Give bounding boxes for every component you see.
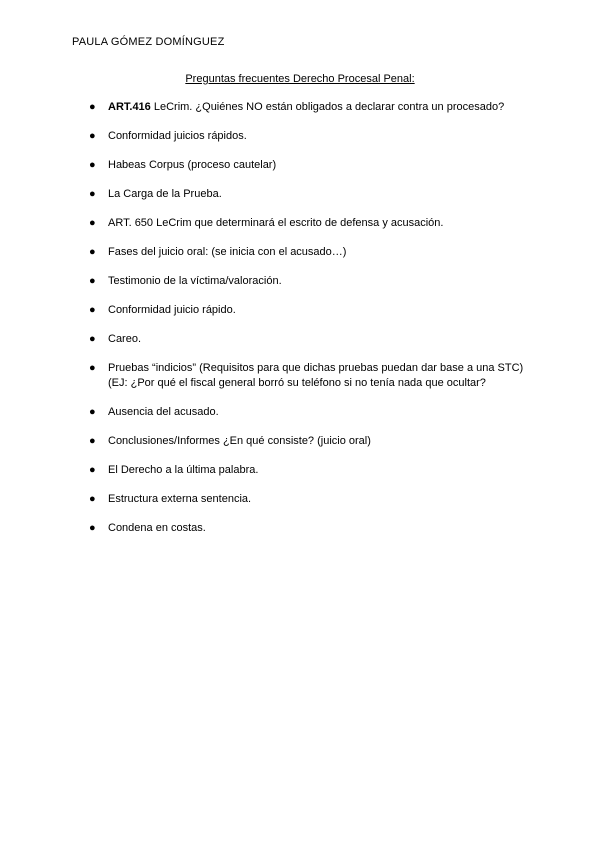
- bullet-icon: ●: [89, 275, 96, 287]
- item-text: Condena en costas.: [108, 522, 206, 534]
- bullet-icon: ●: [89, 435, 96, 447]
- item-text: El Derecho a la última palabra.: [108, 464, 259, 476]
- bullet-icon: ●: [89, 246, 96, 258]
- document-title: Preguntas frecuentes Derecho Procesal Penal:: [185, 73, 415, 85]
- item-text: Conclusiones/Informes ¿En qué consiste? (juicio oral): [108, 435, 371, 447]
- list-item: [88, 332, 528, 347]
- item-text: Estructura externa sentencia.: [108, 493, 252, 505]
- list-item: [88, 434, 528, 449]
- bullet-icon: ●: [89, 101, 96, 113]
- item-text: La Carga de la Prueba.: [108, 188, 222, 200]
- author-name: PAULA GÓMEZ DOMÍNGUEZ: [72, 36, 225, 48]
- list-item: [88, 129, 528, 144]
- item-text: Ausencia del acusado.: [108, 406, 219, 418]
- bullet-icon: ●: [89, 130, 96, 142]
- item-text: Fases del juicio oral: (se inicia con el acusado…): [108, 246, 347, 258]
- list-item: [88, 521, 528, 536]
- bullet-icon: ●: [89, 333, 96, 345]
- list-item: [88, 158, 528, 173]
- item-text: Conformidad juicios rápidos.: [108, 130, 247, 142]
- list-item: [88, 245, 528, 260]
- bullet-icon: ●: [89, 406, 96, 418]
- bullet-icon: ●: [89, 304, 96, 316]
- list-item: [88, 492, 528, 507]
- bullet-icon: ●: [89, 159, 96, 171]
- bullet-icon: ●: [89, 188, 96, 200]
- bullet-icon: ●: [89, 362, 96, 374]
- item-text: Careo.: [108, 333, 142, 345]
- item-text: LeCrim. ¿Quiénes NO están obligados a declarar contra un procesado?: [150, 101, 505, 113]
- item-text: ART. 650 LeCrim que determinará el escrito de defensa y acusación.: [108, 217, 444, 229]
- bullet-icon: ●: [89, 493, 96, 505]
- item-text: Conformidad juicio rápido.: [108, 304, 236, 316]
- list-item: [88, 463, 528, 478]
- list-item: [88, 187, 528, 202]
- item-text: Pruebas “indicios” (Requisitos para que dichas pruebas puedan dar base a una STC): [108, 362, 524, 374]
- list-item: [88, 361, 528, 391]
- item-text-continuation: (EJ: ¿Por qué el fiscal general borró su teléfono si no tenía nada que ocultar?: [108, 377, 486, 389]
- bullet-icon: ●: [89, 217, 96, 229]
- bullet-icon: ●: [89, 464, 96, 476]
- list-item: [88, 405, 528, 420]
- item-text: Testimonio de la víctima/valoración.: [108, 275, 282, 287]
- item-bold-text: ART.416: [108, 101, 151, 113]
- list-item: [88, 274, 528, 289]
- item-text: Habeas Corpus (proceso cautelar): [108, 159, 277, 171]
- bullet-icon: ●: [89, 522, 96, 534]
- list-item: [88, 303, 528, 318]
- list-item: [88, 216, 528, 231]
- question-list: [88, 100, 528, 550]
- list-item: [88, 100, 528, 115]
